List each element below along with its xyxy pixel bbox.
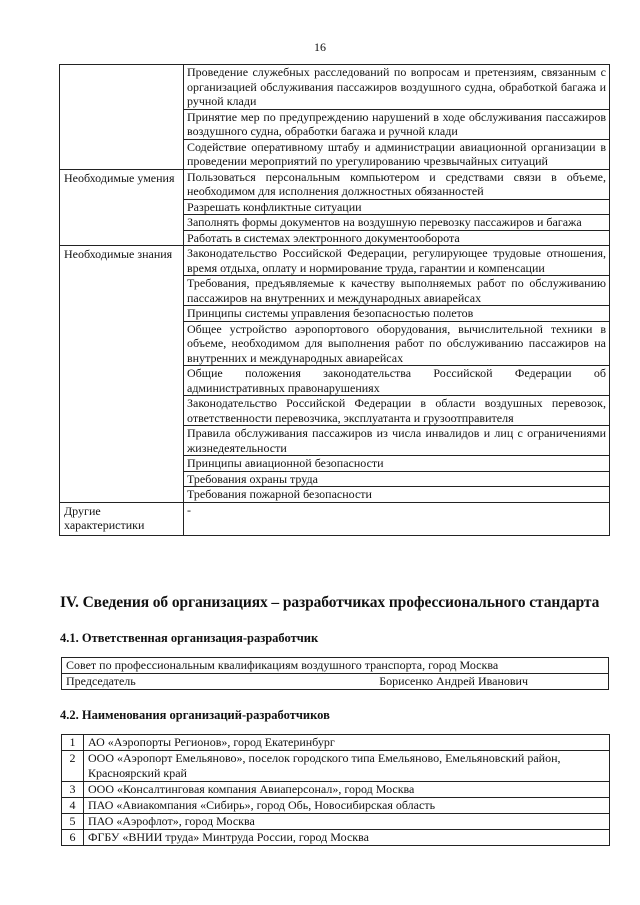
- table-row: [62, 830, 610, 846]
- knowledge-cell: Принципы системы управления безопасностью полетов: [184, 306, 610, 322]
- developer-number: 2: [62, 751, 84, 782]
- developers-table: [61, 734, 610, 846]
- knowledge-cell: Общие положения законодательства Российской Федерации об административных правонарушениях: [184, 366, 610, 396]
- chair-name: Борисенко Андрей Иванович: [335, 674, 609, 690]
- table-row: [62, 751, 610, 782]
- skill-cell: Разрешать конфликтные ситуации: [184, 199, 610, 215]
- knowledge-cell: Общее устройство аэропортового оборудования, вычислительной техники в объеме, необходимом для выполнения работ по обслуживанию пассажиров на внутренних и международных авиарейсах: [184, 321, 610, 366]
- table-row: [60, 65, 610, 110]
- responsible-org-table: [61, 657, 609, 690]
- table-row: [60, 169, 610, 199]
- knowledge-cell: Законодательство Российской Федерации в области воздушных перевозок, ответственности перевозчика, эксплуатанта и грузоотправителя: [184, 396, 610, 426]
- table-row: [62, 814, 610, 830]
- developer-name: ООО «Консалтинговая компания Авиаперсонал», город Москва: [84, 782, 610, 798]
- function-cell: Проведение служебных расследований по вопросам и претензиям, связанным с организацией обслуживания пассажиров воздушного судна, обработкой багажа и ручной клади: [184, 65, 610, 110]
- knowledge-cell: Требования охраны труда: [184, 471, 610, 487]
- knowledge-cell: Требования, предъявляемые к качеству выполняемых работ по обслуживанию пассажиров на внутренних и международных авиарейсах: [184, 276, 610, 306]
- knowledge-cell: Законодательство Российской Федерации, регулирующее трудовые отношения, время отдыха, оплату и нормирование труда, гарантии и компенсации: [184, 246, 610, 276]
- developer-number: 4: [62, 798, 84, 814]
- knowledge-label: Необходимые знания: [60, 246, 184, 503]
- section-4-1-heading: 4.1. Ответственная организация-разработчик: [60, 631, 319, 645]
- knowledge-cell: Требования пожарной безопасности: [184, 487, 610, 503]
- developer-name: ПАО «Авиакомпания «Сибирь», город Обь, Новосибирская область: [84, 798, 610, 814]
- knowledge-cell: Правила обслуживания пассажиров из числа инвалидов и лиц с ограничениями жизнедеятельности: [184, 426, 610, 456]
- table-row: [62, 782, 610, 798]
- function-cell: Содействие оперативному штабу и администрации авиационной организации в проведении мероприятий по урегулированию чрезвычайных ситуаций: [184, 139, 610, 169]
- developer-name: АО «Аэропорты Регионов», город Екатеринбург: [84, 735, 610, 751]
- developer-name: ПАО «Аэрофлот», город Москва: [84, 814, 610, 830]
- table-row: [62, 674, 609, 690]
- table-row: [62, 658, 609, 674]
- section-4-heading: IV. Сведения об организациях – разработчиках профессионального стандарта: [60, 594, 600, 611]
- skill-cell: Работать в системах электронного документооборота: [184, 230, 610, 246]
- table-row: [60, 502, 610, 535]
- skill-cell: Пользоваться персональным компьютером и средствами связи в объеме, необходимом для исполнения должностных обязанностей: [184, 169, 610, 199]
- section-4-2-heading: 4.2. Наименования организаций-разработчиков: [60, 708, 330, 722]
- developer-name: ФГБУ «ВНИИ труда» Минтруда России, город Москва: [84, 830, 610, 846]
- developer-name: ООО «Аэропорт Емельяново», поселок городского типа Емельяново, Емельяновский район, Красноярский край: [84, 751, 610, 782]
- responsible-org-name: Совет по профессиональным квалификациям воздушного транспорта, город Москва: [62, 658, 609, 674]
- other-value: -: [184, 502, 610, 535]
- developer-number: 1: [62, 735, 84, 751]
- table-row: [62, 735, 610, 751]
- chair-label: Председатель: [62, 674, 336, 690]
- page-number: 16: [314, 40, 326, 54]
- knowledge-cell: Принципы авиационной безопасности: [184, 456, 610, 472]
- developer-number: 5: [62, 814, 84, 830]
- other-label: Другие характеристики: [60, 502, 184, 535]
- skills-label: Необходимые умения: [60, 169, 184, 246]
- job-function-table: [59, 64, 610, 536]
- developer-number: 6: [62, 830, 84, 846]
- table-row: [60, 246, 610, 276]
- function-cell: Принятие мер по предупреждению нарушений в ходе обслуживания пассажиров воздушного судна, обработки багажа и ручной клади: [184, 109, 610, 139]
- skill-cell: Заполнять формы документов на воздушную перевозку пассажиров и багажа: [184, 215, 610, 231]
- label-cell-empty: [60, 65, 184, 170]
- table-row: [62, 798, 610, 814]
- developer-number: 3: [62, 782, 84, 798]
